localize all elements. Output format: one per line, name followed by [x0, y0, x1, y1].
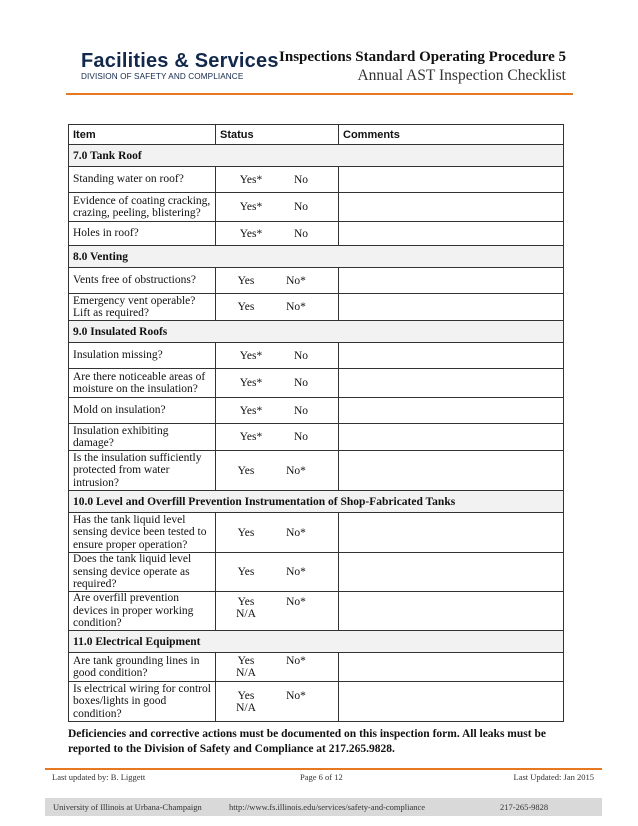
- footer-divider: [45, 768, 602, 770]
- item-cell: Insulation missing?: [69, 343, 216, 369]
- no-option[interactable]: No: [293, 349, 309, 362]
- comments-cell[interactable]: [339, 268, 564, 294]
- table-row: [69, 369, 564, 398]
- item-cell: Evidence of coating cracking, crazing, peeling, blistering?: [69, 193, 216, 222]
- table-row: [69, 294, 564, 321]
- yes-option[interactable]: Yes: [237, 596, 255, 608]
- footer-org: University of Illinois at Urbana-Champaign: [53, 802, 202, 812]
- no-option[interactable]: No*: [286, 464, 306, 477]
- no-option[interactable]: No: [293, 404, 309, 417]
- comments-cell[interactable]: [339, 167, 564, 193]
- no-option[interactable]: No: [293, 173, 309, 186]
- status-cell[interactable]: [216, 343, 339, 369]
- comments-cell[interactable]: [339, 343, 564, 369]
- status-cell[interactable]: [216, 193, 339, 222]
- inspection-table: [68, 124, 564, 722]
- comments-cell[interactable]: [339, 553, 564, 592]
- no-option[interactable]: No: [293, 431, 309, 443]
- facilities-logo: [81, 51, 279, 81]
- no-option[interactable]: No: [293, 377, 309, 389]
- no-option[interactable]: No: [293, 201, 309, 213]
- comments-cell[interactable]: [339, 592, 564, 631]
- comments-cell[interactable]: [339, 193, 564, 222]
- na-option[interactable]: N/A: [236, 701, 256, 714]
- deficiency-note: Deficiencies and corrective actions must be documented on this inspection form. All leaks must be reported to the Division of Safety and Compliance at 217.265.9828.: [68, 728, 546, 755]
- yes-option[interactable]: Yes: [237, 464, 255, 477]
- status-cell[interactable]: [216, 268, 339, 294]
- item-cell: Is electrical wiring for control boxes/lights in good condition?: [69, 682, 216, 722]
- logo-main-text: Facilities & Services: [81, 50, 279, 72]
- section-title: 8.0 Venting: [69, 246, 564, 268]
- table-row: [69, 553, 564, 592]
- comments-cell[interactable]: [339, 513, 564, 553]
- yes-option[interactable]: Yes: [237, 689, 255, 702]
- status-cell[interactable]: [216, 369, 339, 398]
- item-cell: Has the tank liquid level sensing device been tested to ensure proper operation?: [69, 513, 216, 553]
- status-cell[interactable]: [216, 294, 339, 321]
- table-row: [69, 398, 564, 424]
- section-row: [69, 145, 564, 167]
- table-row: [69, 268, 564, 294]
- last-updated-date: Last Updated: Jan 2015: [513, 772, 594, 782]
- yes-option[interactable]: Yes: [237, 274, 255, 287]
- table-row: [69, 167, 564, 193]
- section-title: 9.0 Insulated Roofs: [69, 321, 564, 343]
- yes-option[interactable]: Yes: [237, 655, 255, 667]
- status-cell[interactable]: [216, 653, 339, 682]
- title-line-1: Inspections Standard Operating Procedure 5: [279, 49, 566, 65]
- status-cell[interactable]: [216, 424, 339, 451]
- comments-cell[interactable]: [339, 682, 564, 722]
- na-option[interactable]: N/A: [236, 608, 256, 620]
- logo-sub-text: DIVISION OF SAFETY AND COMPLIANCE: [81, 72, 244, 81]
- no-option[interactable]: No*: [286, 689, 306, 702]
- section-row: [69, 631, 564, 653]
- status-cell[interactable]: [216, 513, 339, 553]
- section-title: 11.0 Electrical Equipment: [69, 631, 564, 653]
- yes-option[interactable]: Yes*: [239, 377, 263, 389]
- title-line-2: Annual AST Inspection Checklist: [357, 67, 566, 84]
- no-option[interactable]: No*: [286, 526, 306, 539]
- table-row: [69, 424, 564, 451]
- comments-cell[interactable]: [339, 398, 564, 424]
- section-row: [69, 246, 564, 268]
- comments-cell[interactable]: [339, 653, 564, 682]
- yes-option[interactable]: Yes*: [239, 431, 263, 443]
- col-status-header: Status: [216, 125, 339, 145]
- item-cell: Emergency vent operable? Lift as required?: [69, 294, 216, 321]
- item-cell: Are there noticeable areas of moisture on the insulation?: [69, 369, 216, 398]
- footer-bar: [45, 798, 602, 816]
- col-comments-header: Comments: [339, 125, 564, 145]
- status-cell[interactable]: [216, 451, 339, 491]
- item-cell: Mold on insulation?: [69, 398, 216, 424]
- item-cell: Insulation exhibiting damage?: [69, 424, 216, 451]
- status-cell[interactable]: [216, 682, 339, 722]
- na-option[interactable]: N/A: [236, 667, 256, 679]
- section-row: [69, 321, 564, 343]
- section-title: 7.0 Tank Roof: [69, 145, 564, 167]
- table-row: [69, 343, 564, 369]
- yes-option[interactable]: Yes: [237, 566, 255, 578]
- no-option[interactable]: No*: [286, 274, 306, 287]
- page-number: Page 6 of 12: [300, 772, 343, 782]
- header-divider: [66, 93, 573, 95]
- comments-cell[interactable]: [339, 294, 564, 321]
- yes-option[interactable]: Yes*: [239, 201, 263, 213]
- table-row: [69, 193, 564, 222]
- table-row: [69, 592, 564, 631]
- table-row: [69, 653, 564, 682]
- table-row: [69, 222, 564, 246]
- comments-cell[interactable]: [339, 222, 564, 246]
- no-option[interactable]: No*: [286, 655, 306, 667]
- no-option[interactable]: No*: [286, 566, 306, 578]
- status-cell[interactable]: [216, 592, 339, 631]
- item-cell: Holes in roof?: [69, 222, 216, 246]
- table-header-row: [69, 125, 564, 145]
- no-option[interactable]: No: [293, 227, 309, 240]
- col-item-header: Item: [69, 125, 216, 145]
- comments-cell[interactable]: [339, 424, 564, 451]
- document-title: [279, 48, 566, 86]
- item-cell: Are tank grounding lines in good condition?: [69, 653, 216, 682]
- comments-cell[interactable]: [339, 451, 564, 491]
- yes-option[interactable]: Yes*: [239, 349, 263, 362]
- status-cell[interactable]: [216, 222, 339, 246]
- section-row: [69, 491, 564, 513]
- item-cell: Are overfill prevention devices in proper working condition?: [69, 592, 216, 631]
- item-cell: Does the tank liquid level sensing device operate as required?: [69, 553, 216, 592]
- status-cell[interactable]: [216, 553, 339, 592]
- yes-option[interactable]: Yes: [237, 526, 255, 539]
- item-cell: Standing water on roof?: [69, 167, 216, 193]
- status-cell[interactable]: [216, 398, 339, 424]
- last-updated-by: Last updated by: B. Liggett: [52, 772, 146, 782]
- item-cell: Vents free of obstructions?: [69, 268, 216, 294]
- yes-option[interactable]: Yes: [237, 301, 255, 313]
- item-cell: Is the insulation sufficiently protected from water intrusion?: [69, 451, 216, 491]
- footer-url[interactable]: http://www.fs.illinois.edu/services/safety-and-compliance: [229, 802, 426, 812]
- footer-phone: 217-265-9828: [500, 802, 549, 812]
- comments-cell[interactable]: [339, 369, 564, 398]
- table-row: [69, 513, 564, 553]
- table-row: [69, 451, 564, 491]
- section-title: 10.0 Level and Overfill Prevention Instrumentation of Shop-Fabricated Tanks: [69, 491, 564, 513]
- yes-option[interactable]: Yes*: [239, 404, 263, 417]
- no-option[interactable]: No*: [286, 301, 306, 313]
- no-option[interactable]: No*: [286, 596, 306, 608]
- yes-option[interactable]: Yes*: [239, 227, 263, 240]
- yes-option[interactable]: Yes*: [239, 173, 263, 186]
- table-row: [69, 682, 564, 722]
- status-cell[interactable]: [216, 167, 339, 193]
